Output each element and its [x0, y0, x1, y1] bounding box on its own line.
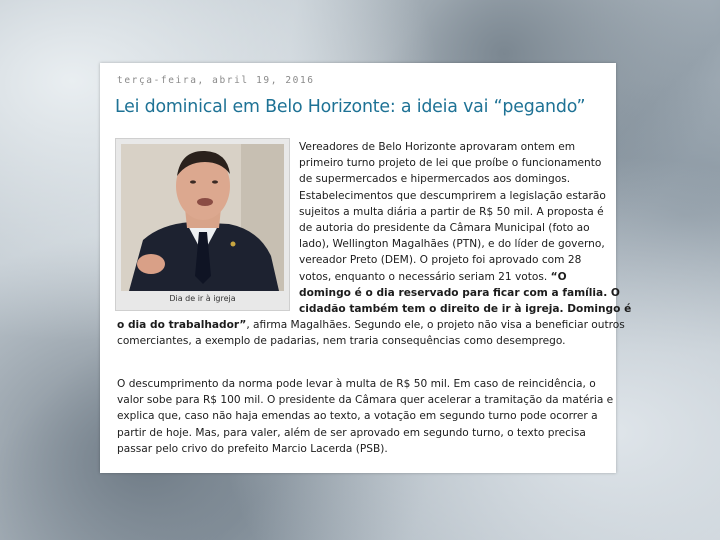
quote-text: cidadão também tem o direito de ir à igreja. Domingo é [299, 302, 632, 315]
text-plain: , afirma Magalhães. Segundo ele, o projeto não visa a beneficiar outros [246, 319, 625, 331]
photo-caption: Dia de ir à igreja [169, 294, 236, 303]
text-plain: votos, enquanto o necessário seriam 21 votos. [299, 270, 551, 283]
text-line: explica que, caso não haja emendas ao texto, a votação em segundo turno pode ocorrer a [117, 410, 598, 423]
text-line [299, 269, 631, 285]
politician-photo[interactable] [121, 144, 284, 291]
text-line: sujeitos a multa diária a partir de R$ 50 mil. A proposta é [299, 205, 604, 218]
text-line: O descumprimento da norma pode levar à multa de R$ 50 mil. Em caso de reincidência, o [117, 378, 596, 390]
text-line: partir de hoje. Mas, para valer, além de ser aprovado em segundo turno, o texto precisa [117, 426, 586, 439]
text-line: lado), Wellington Magalhães (PTN), e do líder de governo, [299, 238, 605, 251]
quote-text: “O [550, 270, 567, 283]
blog-post-card [100, 63, 632, 473]
post-date: terça-feira, abril 19, 2016 [117, 75, 315, 86]
paragraph-1-side [299, 139, 631, 317]
photo-frame [115, 138, 290, 311]
text-line: Estabelecimentos que descumprirem a legislação estarão [299, 189, 606, 202]
text-line: primeiro turno projeto de lei que proíbe o funcionamento [299, 157, 602, 170]
text-line: comerciantes, a exemplo de padarias, nem traria consequências como desemprego. [117, 335, 566, 348]
quote-text: domingo é o dia reservado para ficar com a família. O [299, 286, 620, 299]
paragraph-2 [117, 376, 613, 457]
paragraph-1-full [117, 317, 625, 349]
text-line [117, 317, 625, 333]
text-line: de supermercados e hipermercados aos domingos. [299, 173, 571, 186]
text-line: de autoria do presidente da Câmara Municipal (foto ao [299, 221, 590, 234]
post-title[interactable]: Lei dominical em Belo Horizonte: a ideia vai “pegando” [115, 97, 586, 117]
text-line: passar pelo crivo do prefeito Marcio Lacerda (PSB). [117, 442, 388, 455]
text-line: vereador Preto (DEM). O projeto foi aprovado com 28 [299, 254, 582, 267]
quote-text: o dia do trabalhador” [117, 319, 247, 331]
text-line: valor sobe para R$ 100 mil. O presidente da Câmara quer acelerar a tramitação da matéria e [117, 394, 614, 407]
text-line: Vereadores de Belo Horizonte aprovaram ontem em [299, 141, 576, 153]
